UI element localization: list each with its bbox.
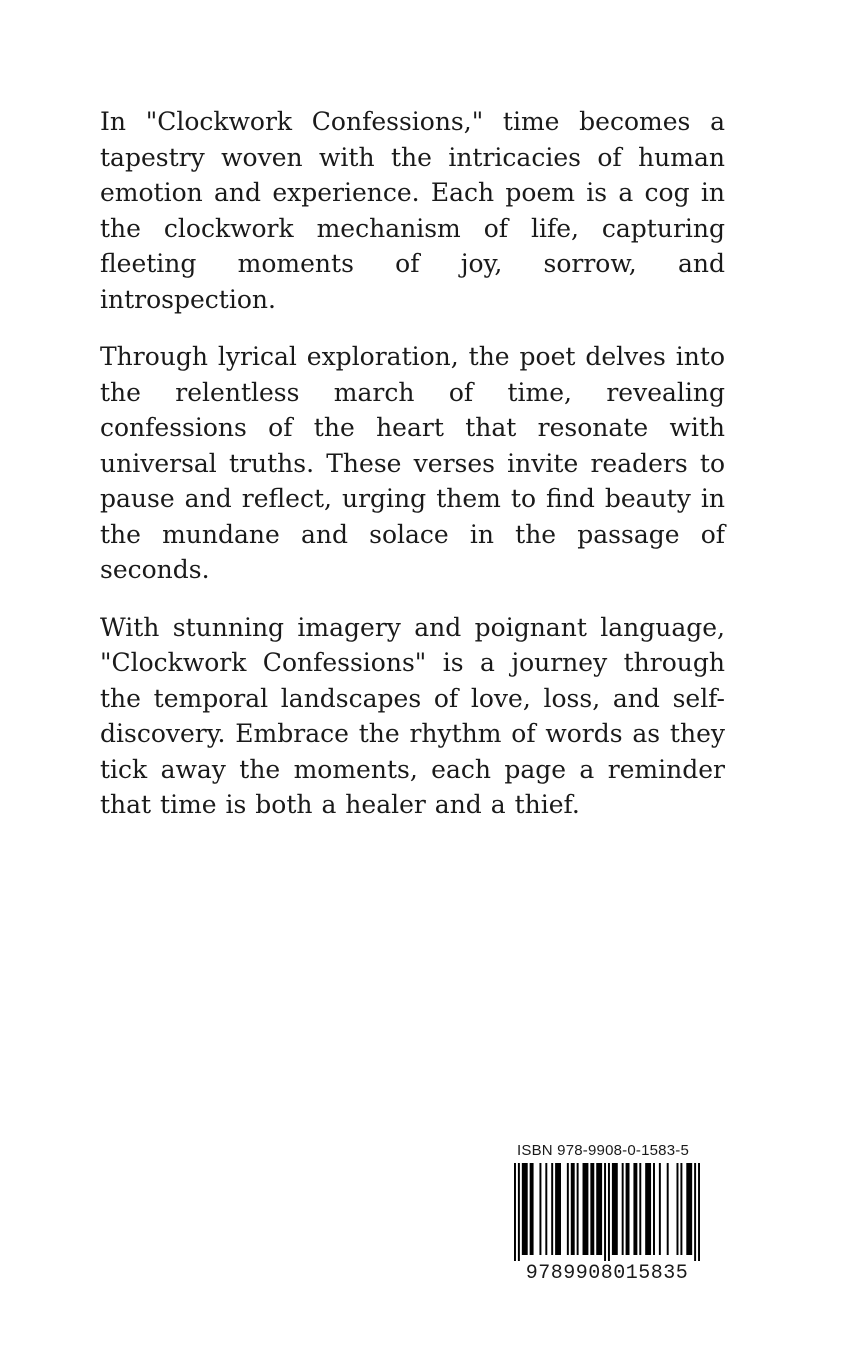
- barcode-bar: [612, 1163, 618, 1255]
- barcode-bar: [514, 1163, 516, 1261]
- barcode-bar: [698, 1163, 700, 1261]
- barcode-bar: [608, 1163, 610, 1261]
- barcode-bar: [667, 1163, 669, 1255]
- barcode-bar: [555, 1163, 561, 1255]
- barcode-bar: [604, 1163, 606, 1261]
- isbn-label: ISBN 978-9908-0-1583-5: [517, 1142, 690, 1159]
- barcode-bar: [530, 1163, 534, 1255]
- barcode-bar: [567, 1163, 569, 1255]
- blurb-paragraph: Through lyrical exploration, the poet delves into the relentless march of time, revealing confessions of the heart that resonate with universal truths. These verses invite readers to pause and reflect, urging them to find beauty in the mundane and solace in the passage of seconds.: [100, 342, 725, 584]
- barcode-bar: [694, 1163, 696, 1261]
- barcode-bar: [522, 1163, 528, 1255]
- barcode-bar: [626, 1163, 630, 1255]
- barcode-bar: [659, 1163, 661, 1255]
- barcode-bar: [577, 1163, 579, 1255]
- barcode-bar: [622, 1163, 624, 1255]
- barcode-bar: [590, 1163, 594, 1255]
- barcode-bar: [653, 1163, 655, 1255]
- barcode-icon: [514, 1163, 700, 1261]
- ean-digits: 9789908015835: [525, 1262, 689, 1285]
- back-cover-blurb: [100, 104, 725, 845]
- blurb-paragraph: With stunning imagery and poignant language, "Clockwork Confessions" is a journey through the temporal landscapes of love, loss, and self-discovery. Embrace the rhythm of words as they tick away the moments, each page a reminder that time is both a healer and a thief.: [100, 612, 725, 819]
- barcode-bar: [518, 1163, 520, 1261]
- barcode-bar: [596, 1163, 602, 1255]
- barcode-bar: [639, 1163, 641, 1255]
- barcode-bar: [686, 1163, 692, 1255]
- barcode-bar: [583, 1163, 589, 1255]
- barcode-bar: [633, 1163, 637, 1255]
- barcode-bar: [571, 1163, 575, 1255]
- barcode-bar: [545, 1163, 547, 1255]
- barcode-bar: [677, 1163, 679, 1255]
- barcode-bar: [680, 1163, 682, 1255]
- isbn-barcode-block: [514, 1142, 700, 1285]
- blurb-paragraph: In "Clockwork Confessions," time becomes a tapestry woven with the intricacies of human emotion and experience. Each poem is a cog in the clockwork mechanism of life, capturing fleeting moments of joy, sorrow, and introspection.: [100, 107, 725, 314]
- barcode-bar: [539, 1163, 541, 1255]
- barcode-bar: [645, 1163, 651, 1255]
- barcode-bar: [551, 1163, 553, 1255]
